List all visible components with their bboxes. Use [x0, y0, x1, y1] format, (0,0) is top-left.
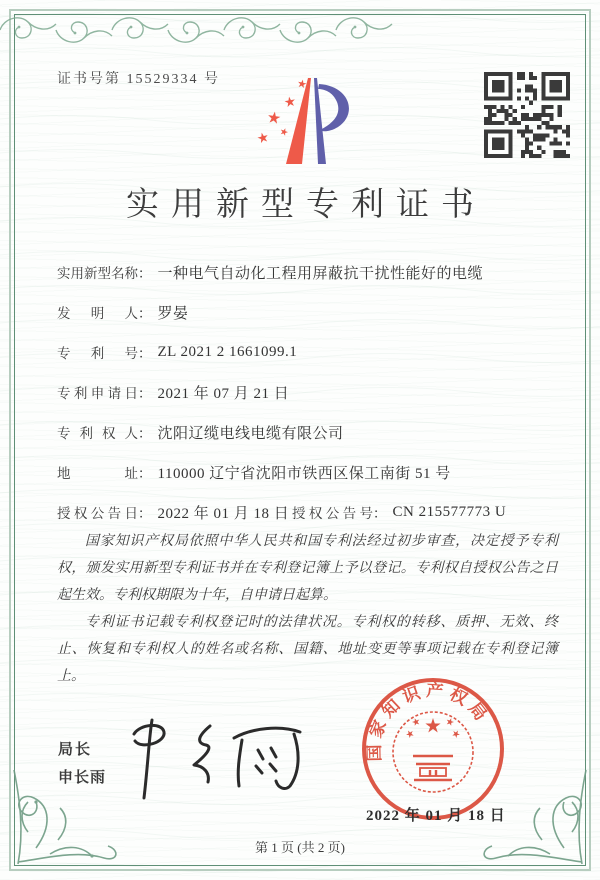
field-value: 罗晏	[157, 305, 189, 322]
field-row-patent-name	[57, 252, 562, 292]
signature-graphic	[118, 708, 318, 808]
field-row-grant-date	[57, 492, 562, 532]
field-colon: ：	[138, 426, 152, 441]
field-label: 地址	[57, 466, 138, 481]
seal-emblem-gate	[413, 756, 453, 780]
certificate-title: 实用新型专利证书	[126, 187, 486, 223]
field-label: 实用新型名称	[57, 266, 138, 281]
certificate-number: 证书号第 15529334 号	[57, 72, 220, 87]
field-value: CN 215577773 U	[392, 503, 507, 520]
field-row-inventor	[57, 292, 562, 332]
field-label: 授权公告日	[57, 506, 138, 521]
field-rows	[57, 252, 562, 532]
field-colon: ：	[373, 506, 387, 521]
field-value: 2021 年 07 月 21 日	[157, 385, 290, 402]
cnipa-logo-icon	[250, 70, 362, 172]
commissioner-title: 局长	[58, 742, 93, 758]
field-value: 110000 辽宁省沈阳市铁西区保工南街 51 号	[157, 465, 451, 482]
field-value: 2022 年 01 月 18 日	[157, 505, 290, 522]
field-label: 授权公告号	[292, 506, 373, 521]
field-colon: ：	[138, 386, 152, 401]
grant-paragraph-2: 专利证书记载专利权登记时的法律状况。专利权的转移、质押、无效、终止、恢复和专利权人的姓名或名称、国籍、地址变更等事项记载在专利登记簿上。	[57, 615, 558, 684]
field-row-patentee	[57, 412, 562, 452]
grant-paragraph-1: 国家知识产权局依照中华人民共和国专利法经过初步审查，决定授予专利权，颁发实用新型专利证书并在专利登记簿上予以登记。专利权自授权公告之日起生效。专利权期限为十年，自申请日起算。	[57, 534, 558, 603]
field-colon: ：	[138, 506, 152, 521]
field-value: 沈阳辽缆电线电缆有限公司	[157, 425, 344, 442]
field-value: ZL 2021 2 1661099.1	[157, 343, 298, 360]
field-row-patent-number	[57, 332, 562, 372]
seal-date: 2022 年 01 月 18 日	[366, 808, 506, 824]
logo-spire-red	[286, 78, 311, 164]
field-label: 专利权人	[57, 426, 138, 441]
seal-ring-text: 国家知识产权局	[364, 680, 494, 762]
field-colon: ：	[138, 306, 152, 321]
logo-p-bowl	[318, 84, 349, 131]
field-row-filing-date	[57, 372, 562, 412]
field-colon: ：	[138, 266, 152, 281]
logo-spire-blue	[314, 78, 326, 164]
grant-statement	[57, 528, 558, 690]
field-value: 一种电气自动化工程用屏蔽抗干扰性能好的电缆	[157, 265, 484, 282]
field-label: 专利申请日	[57, 386, 138, 401]
qr-code	[484, 72, 570, 158]
official-seal	[358, 674, 508, 824]
field-colon: ：	[138, 346, 152, 361]
field-label: 专利号	[57, 346, 138, 361]
field-colon: ：	[138, 466, 152, 481]
top-floral-ornament	[0, 2, 440, 60]
field-label: 发明人	[57, 306, 138, 321]
commissioner-name: 申长雨	[58, 770, 107, 786]
field-row-grant-number	[292, 492, 506, 532]
seal-emblem-stars	[405, 717, 462, 739]
field-row-address	[57, 452, 562, 492]
page-footer: 第 1 页 (共 2 页)	[255, 840, 345, 855]
